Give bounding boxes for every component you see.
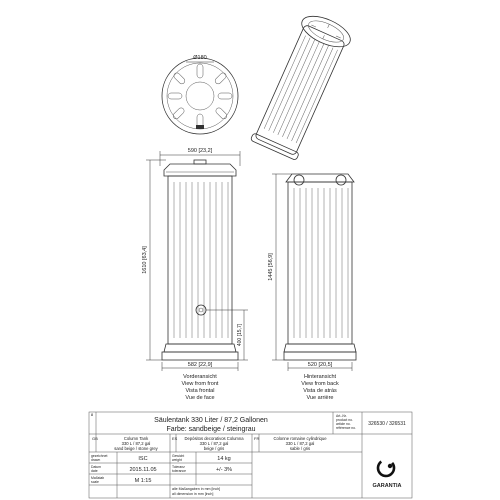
back-caption-line1: Hinteransicht [303, 374, 337, 380]
brand-name: GARANTIA [372, 483, 402, 489]
scale-label-2: scale [91, 480, 99, 484]
back-caption-line2: View from back [301, 381, 339, 387]
tolerance-value: +/- 3% [215, 467, 233, 473]
top-view-lid [162, 55, 238, 134]
top-view-diameter-label: Ø180 [193, 55, 207, 61]
es-line1: Depósitos decorativos Columna [184, 436, 244, 441]
fr-line2: 330 L / 87,2 gal [285, 441, 315, 446]
front-height-label: 1610 [63,4] [142, 246, 148, 274]
units-note-2: all dimension in mm [inch] [172, 492, 214, 496]
date-label-1: Datum [91, 465, 101, 469]
drawn-label-2: drawn [91, 458, 101, 462]
front-caption-line1: Vorderansicht [183, 374, 217, 380]
title-line2: Farbe: sandbeige / steingrau [166, 426, 256, 433]
front-view [142, 148, 248, 401]
gb-line2: 330 L / 87,2 gal [121, 441, 151, 446]
art-no-label-3: article no. [336, 422, 351, 426]
article-numbers: 326530 / 326531 [368, 421, 406, 427]
tolerance-label-2: tolerance [172, 469, 186, 473]
front-caption-line4: Vue de face [185, 395, 215, 401]
fr-line3: sable / gris [289, 446, 311, 451]
es-line3: beige / gris [203, 446, 225, 451]
gb-line3: sand beige / stone grey [114, 446, 158, 451]
art-no-label-2: product no. [336, 418, 353, 422]
back-height-label: 1445 [56,9] [268, 253, 274, 281]
drawn-label-1: gezeichnet [91, 454, 108, 458]
fr-line1: Colonne romaine cylindrique [273, 436, 327, 441]
gb-line1: Column Tank [123, 436, 149, 441]
sheet-number: 8 [90, 412, 94, 417]
units-note-1: alle Maßangaben in mm [inch] [172, 487, 221, 491]
front-caption-line2: View from front [181, 381, 219, 387]
weight-label-1: Gewicht [172, 454, 185, 458]
drawn-value: ISC [138, 456, 148, 462]
back-caption-line3: Vista de atrás [303, 388, 337, 394]
art-no-label-4: référence no. [336, 426, 356, 430]
date-value: 2015.11.05 [129, 467, 157, 473]
tolerance-label-1: Toleranz [172, 465, 185, 469]
front-caption-line3: Vista frontal [185, 388, 215, 394]
scale-value: M 1:15 [134, 478, 152, 484]
front-width-top-label: 590 [23,2] [187, 148, 213, 154]
date-label-2: date [91, 469, 98, 473]
title-block [89, 412, 412, 498]
title-line1: Säulentank 330 Liter / 87,2 Gallonen [154, 417, 268, 424]
front-outlet-height-label: 400 [15,7] [237, 323, 243, 347]
garantia-logo [375, 457, 398, 480]
art-no-label-1: Art.-Nr. [336, 414, 347, 418]
back-width-bottom-label: 520 [20,5] [307, 362, 333, 368]
back-view [268, 174, 356, 401]
es-code: ES [172, 436, 178, 441]
es-line2: 330 L / 87,2 gal [199, 441, 229, 446]
scale-label-1: Maßstab [91, 476, 105, 480]
front-width-bottom-label: 582 [22,9] [187, 362, 213, 368]
weight-value: 14 kg [217, 456, 231, 462]
fr-code: FR [254, 436, 260, 441]
back-caption-line4: Vue arrière [306, 395, 334, 401]
isometric-view [249, 10, 354, 161]
gb-code: GB [92, 436, 98, 441]
weight-label-2: weight [172, 458, 182, 462]
